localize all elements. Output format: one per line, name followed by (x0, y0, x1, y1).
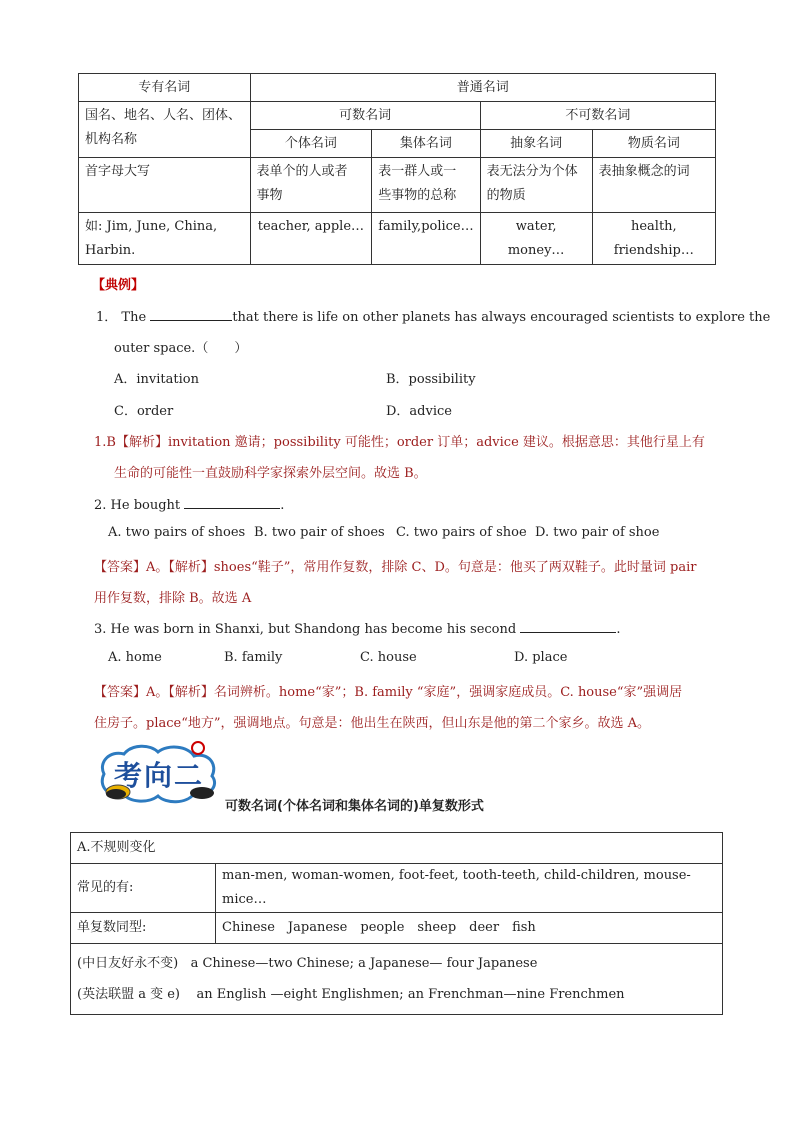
example-material (592, 213, 715, 265)
rule-individual-line1: 表单个的人或者 (256, 164, 348, 179)
row2-label: 单复数同型: (71, 913, 216, 944)
q3-option-a[interactable]: A. home (108, 650, 162, 665)
q2-option-c[interactable]: C. two pairs of shoe (396, 525, 527, 540)
uncountable-noun: 不可数名词 (480, 102, 715, 130)
proper-noun-desc (79, 102, 251, 158)
q2-answer-line2: 用作复数，排除 B。故选 A (94, 591, 252, 606)
q2-option-a[interactable]: A. two pairs of shoes (108, 525, 246, 540)
q2-post: . (280, 498, 285, 513)
q3-blank[interactable] (520, 618, 616, 633)
irregular-plural-table (70, 832, 723, 1015)
proper-desc-line2: 机构名称 (85, 132, 138, 147)
note1 (77, 948, 716, 979)
noun-types-table (78, 73, 716, 265)
q3-stem (94, 618, 620, 637)
rule-abstract-line1: 表无法分为个体 (486, 164, 578, 179)
collective-noun: 集体名词 (372, 130, 480, 158)
header-proper-noun: 专有名词 (79, 74, 251, 102)
q1-answer-line2: 生命的可能性一直鼓励科学家探索外层空间。故选 B。 (114, 466, 427, 481)
q3-option-c[interactable]: C. house (360, 650, 417, 665)
row1-label: 常见的有: (71, 864, 216, 913)
q1-stem (96, 306, 770, 325)
q1-option-a[interactable]: A．invitation (114, 372, 199, 387)
q2-stem (94, 494, 284, 513)
q3-answer-line1: 【答案】A。【解析】名词辨析。home“家”；B. family “家庭”，强调家庭成员。C. house“家”强调居 (94, 685, 683, 700)
q2-option-d[interactable]: D. two pair of shoe (535, 525, 660, 540)
row2-value: Chinese Japanese people sheep deer fish (216, 913, 723, 944)
rule-collective (372, 158, 480, 213)
example-proper-line1: 如: Jim, June, China, (85, 219, 218, 234)
individual-noun: 个体名词 (250, 130, 372, 158)
example-material-line1: health, (630, 219, 677, 234)
rule-material: 表抽象概念的词 (592, 158, 715, 213)
note1-label: (中日友好永不变) (77, 956, 179, 971)
example-proper-line2: Harbin. (85, 243, 136, 258)
example-abstract: water, money… (480, 213, 592, 265)
abstract-noun: 抽象名词 (480, 130, 592, 158)
q3-post: . (616, 622, 621, 637)
q2-answer-line1: 【答案】A。【解析】shoes“鞋子”，常用作复数，排除 C、D。句意是：他买了两双鞋子。此时量词 pair (94, 560, 697, 575)
table2-notes (71, 944, 723, 1015)
q2-option-b[interactable]: B. two pair of shoes (254, 525, 385, 540)
q3-answer-line2: 住房子。place“地方”，强调地点。句意是：他出生在陕西，但山东是他的第二个家乡。故选 A。 (94, 716, 651, 731)
example-individual: teacher, apple… (250, 213, 372, 265)
note2-label: (英法联盟 a 变 e) (77, 987, 180, 1002)
note1-value: a Chinese—two Chinese; a Japanese— four Japanese (190, 956, 538, 971)
countable-noun: 可数名词 (250, 102, 480, 130)
example-material-line2: friendship… (613, 243, 694, 258)
section2-title: 可数名词(个体名词和集体名词的)单复数形式 (225, 799, 484, 814)
row1-value: man-men, woman-women, foot-feet, tooth-teeth, child-children, mouse-mice… (216, 864, 723, 913)
q1-stem-line2: outer space.（ ） (114, 341, 248, 356)
q1-answer-line1: 1.B【解析】invitation 邀请；possibility 可能性；order 订单；advice 建议。根据意思：其他行星上有 (94, 435, 705, 450)
q1-option-b[interactable]: B．possibility (386, 372, 476, 387)
q1-number: 1． (96, 310, 118, 325)
q3-pre: 3. He was born in Shanxi, but Shandong has become his second (94, 622, 517, 637)
q1-option-c[interactable]: C．order (114, 404, 174, 419)
badge-text: 考向二 (114, 759, 205, 792)
section-label-examples: 【典例】 (92, 278, 145, 293)
note2 (77, 979, 716, 1010)
rule-individual (250, 158, 372, 213)
table2-head: A.不规则变化 (71, 833, 723, 864)
q1-blank[interactable] (150, 306, 232, 321)
proper-desc-line1: 国名、地名、人名、团体、 (85, 108, 242, 123)
rule-abstract-line2: 的物质 (486, 188, 526, 203)
rule-proper: 首字母大写 (79, 158, 251, 213)
note2-value: an English —eight Englishmen; an Frenchman—nine Frenchmen (196, 987, 625, 1002)
q3-option-d[interactable]: D. place (514, 650, 568, 665)
rule-individual-line2: 事物 (256, 188, 283, 203)
header-common-noun: 普通名词 (250, 74, 715, 102)
example-proper (79, 213, 251, 265)
rule-abstract (480, 158, 592, 213)
q1-option-d[interactable]: D．advice (386, 404, 452, 419)
material-noun: 物质名词 (592, 130, 715, 158)
rule-collective-line1: 表一群人或一 (378, 164, 457, 179)
q2-blank[interactable] (184, 494, 280, 509)
rule-collective-line2: 些事物的总称 (378, 188, 457, 203)
q2-pre: 2. He bought (94, 498, 181, 513)
q1-post: that there is life on other planets has always encouraged scientists to explore the (232, 310, 771, 325)
example-collective: family,police… (372, 213, 480, 265)
section-badge (94, 740, 224, 810)
q1-pre: The (121, 310, 147, 325)
q3-option-b[interactable]: B. family (224, 650, 283, 665)
